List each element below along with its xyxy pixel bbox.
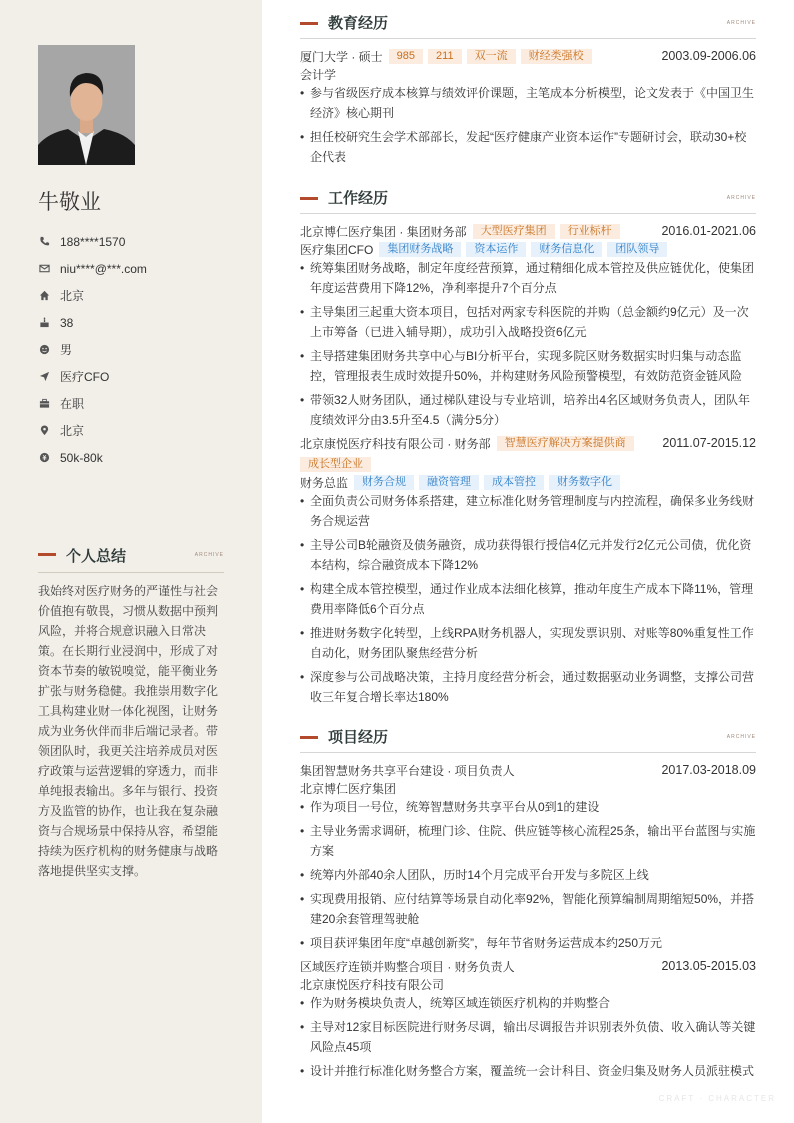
role-tag: 团队领导: [607, 242, 667, 257]
location-icon: [38, 425, 50, 437]
education-date: 2003.09-2006.06: [661, 49, 756, 63]
role-tag: 财务合规: [354, 475, 414, 490]
project-org: 北京博仁医疗集团: [300, 781, 397, 796]
company-tag: 行业标杆: [560, 224, 620, 239]
role-tag: 成本管控: [484, 475, 544, 490]
role-tag: 融资管理: [419, 475, 479, 490]
info-text: 38: [60, 315, 74, 330]
list-item: • 设计并推行标准化财务整合方案，覆盖统一会计科目、资金归集及财务人员派驻模式: [300, 1061, 756, 1081]
summary-text: 我始终对医疗财务的严谨性与社会价值抱有敬畏，习惯从数据中预判风险，并将合规意识融入日常决策。在长期行业浸润中，形成了对资本节奏的敏锐嗅觉，能平衡业务扩张与财务稳健。我推崇用数字化工具构建业财一体化视图，让财务成为业务伙伴而非后端记录者。带领团队时，我更关注培养成员对医疗政策与运营逻辑的穿透力，而非单纯报表输出。多年与银行、投资方及监管的协作，也让我在复杂融资与合规场景中保持从容，希望能持续为医疗机构的财务健康与战略落地提供坚实支撑。: [38, 584, 219, 878]
school-tag: 双一流: [467, 49, 516, 64]
list-item: • 主导搭建集团财务共享中心与BI分析平台，实现多院区财务数据实时归集与动态监控，管理报表生成时效提升50%，并构建财务风险预警模型，有效防范资金链风险: [300, 346, 756, 386]
info-text: 男: [60, 343, 73, 357]
work-section-header: [300, 185, 756, 214]
info-home: [38, 282, 238, 309]
project-name: 区域医疗连锁并购整合项目 · 财务负责人: [300, 959, 515, 974]
briefcase-icon: [38, 398, 50, 410]
company-tag: 成长型企业: [300, 457, 371, 472]
project-date: 2017.03-2018.09: [661, 763, 756, 777]
info-location: [38, 417, 238, 444]
gender-icon: [38, 344, 50, 356]
project-org: 北京康悦医疗科技有限公司: [300, 977, 445, 992]
watermark: CRAFT · CHARACTER: [658, 1094, 776, 1103]
summary-title: 个人总结: [66, 548, 127, 565]
projects-section-header: [300, 724, 756, 753]
company-name: 北京康悦医疗科技有限公司 · 财务部: [300, 436, 491, 451]
work-entry: [300, 222, 756, 434]
list-item: • 统筹内外部40余人团队，历时14个月完成平台开发与多院区上线: [300, 865, 756, 885]
work-entry: [300, 434, 756, 711]
archive-tag: ARCHIVE: [726, 734, 756, 740]
info-text: niu****@***.com: [60, 261, 147, 276]
list-item: • 统筹集团财务战略，制定年度经营预算，通过精细化成本管控及供应链优化，使集团年度运营费用下降12%，净利率提升7个百分点: [300, 258, 756, 298]
section-accent-bar: [38, 553, 56, 556]
role-tag: 财务信息化: [531, 242, 602, 257]
project-entry: [300, 957, 756, 1085]
project-header-line: [300, 761, 756, 779]
salary-icon: [38, 452, 50, 464]
list-item: • 构建全成本管控模型，通过作业成本法细化核算，推动年度生产成本下降11%，管理费用率降低6个百分点: [300, 579, 756, 619]
info-age: [38, 309, 238, 336]
projects-title: 项目经历: [328, 729, 389, 746]
list-item: • 主导集团三起重大资本项目，包括对两家专科医院的并购（总金额约9亿元）及一次上市筹备（已进入辅导期），成功引入战略投资6亿元: [300, 302, 756, 342]
home-icon: [38, 290, 50, 302]
info-text: 北京: [60, 424, 85, 438]
info-status: [38, 390, 238, 417]
list-item: • 推进财务数字化转型，上线RPA财务机器人，实现发票识别、对账等80%重复性工作自动化，财务团队聚焦经营分析: [300, 623, 756, 663]
mail-icon: [38, 263, 50, 275]
school-tag: 财经类强校: [521, 49, 592, 64]
archive-tag: ARCHIVE: [726, 20, 756, 26]
school-tag: 211: [428, 49, 462, 64]
list-item: • 担任校研究生会学术部部长，发起“医疗健康产业资本运作”专题研讨会，联动30+校企代表: [300, 127, 756, 167]
work-bullets: [300, 258, 756, 430]
list-item: • 主导公司B轮融资及债务融资，成功获得银行授信4亿元并发行2亿元公司债，优化资本结构，综合融资成本下降12%: [300, 535, 756, 575]
archive-tag: ARCHIVE: [726, 195, 756, 201]
info-phone: [38, 228, 238, 255]
list-item: • 作为财务模块负责人，统筹区域连锁医疗机构的并购整合: [300, 993, 756, 1013]
school-tag: 985: [389, 49, 423, 64]
cake-icon: [38, 317, 50, 329]
info-position: [38, 363, 238, 390]
info-text: 188****1570: [60, 234, 126, 249]
work-date: 2016.01-2021.06: [661, 224, 756, 238]
education-bullets: [300, 83, 756, 167]
role-line: [300, 473, 756, 491]
company-tag: 智慧医疗解决方案提供商: [497, 436, 634, 451]
education-entry: [300, 47, 756, 171]
list-item: • 作为项目一号位，统筹智慧财务共享平台从0到1的建设: [300, 797, 756, 817]
work-title: 工作经历: [328, 190, 389, 207]
list-item: • 深度参与公司战略决策，主持月度经营分析会，通过数据驱动业务调整，支撑公司营收三年复合增长率达180%: [300, 667, 756, 707]
school-name: 厦门大学 · 硕士: [300, 49, 383, 64]
section-accent-bar: [300, 197, 318, 200]
work-header-line: [300, 222, 756, 240]
list-item: • 项目获评集团年度“卓越创新奖”，每年节省财务运营成本约250万元: [300, 933, 756, 953]
project-name: 集团智慧财务共享平台建设 · 项目负责人: [300, 763, 515, 778]
company-name: 北京博仁医疗集团 · 集团财务部: [300, 224, 467, 239]
list-item: • 实现费用报销、应付结算等场景自动化率92%，智能化预算编制周期缩短50%，并搭建20余套管理驾驶舱: [300, 889, 756, 929]
project-bullets: [300, 797, 756, 953]
project-date: 2013.05-2015.03: [661, 959, 756, 973]
sidebar: [0, 0, 262, 1123]
archive-tag: ARCHIVE: [194, 552, 224, 558]
list-item: • 主导对12家目标医院进行财务尽调，输出尽调报告并识别表外负债、收入确认等关键风险点45项: [300, 1017, 756, 1057]
section-accent-bar: [300, 736, 318, 739]
list-item: • 全面负责公司财务体系搭建，建立标准化财务管理制度与内控流程，确保多业务线财务合规运营: [300, 491, 756, 531]
profile-photo: [38, 45, 135, 165]
role-tag: 集团财务战略: [379, 242, 461, 257]
education-title: 教育经历: [328, 15, 389, 32]
summary-section-header: [38, 544, 224, 573]
list-item: • 主导业务需求调研，梳理门诊、住院、供应链等核心流程25条，输出平台蓝图与实施方案: [300, 821, 756, 861]
contact-info-list: [38, 228, 238, 471]
project-entry: [300, 761, 756, 957]
list-item: • 参与省级医疗成本核算与绩效评价课题，主笔成本分析模型，论文发表于《中国卫生经济》核心期刊: [300, 83, 756, 123]
work-header-line: [300, 434, 756, 452]
education-section-header: [300, 10, 756, 39]
list-item: • 带领32人财务团队，通过梯队建设与专业培训，培养出4名区域财务负责人，团队年度绩效评分由3.5升至4.5（满分5分）: [300, 390, 756, 430]
send-icon: [38, 371, 50, 383]
project-header-line: [300, 957, 756, 975]
work-bullets: [300, 491, 756, 707]
info-text: 医疗CFO: [60, 370, 110, 384]
project-bullets: [300, 993, 756, 1081]
info-text: 在职: [60, 397, 85, 411]
work-date: 2011.07-2015.12: [662, 436, 756, 450]
phone-icon: [38, 236, 50, 248]
role-tag: 资本运作: [466, 242, 526, 257]
info-text: 北京: [60, 289, 85, 303]
role-line: [300, 240, 756, 258]
candidate-name: 牛敬业: [38, 190, 101, 214]
info-text: 50k-80k: [60, 450, 103, 465]
role-name: 财务总监: [300, 475, 349, 490]
role-tag: 财务数字化: [549, 475, 620, 490]
company-tag: 大型医疗集团: [473, 224, 555, 239]
section-accent-bar: [300, 22, 318, 25]
company-tag-line: [300, 455, 756, 473]
info-gender: [38, 336, 238, 363]
info-email: [38, 255, 238, 282]
education-header-line: [300, 47, 756, 65]
info-salary: [38, 444, 238, 471]
education-major: 会计学: [300, 67, 337, 82]
role-name: 医疗集团CFO: [300, 242, 374, 257]
